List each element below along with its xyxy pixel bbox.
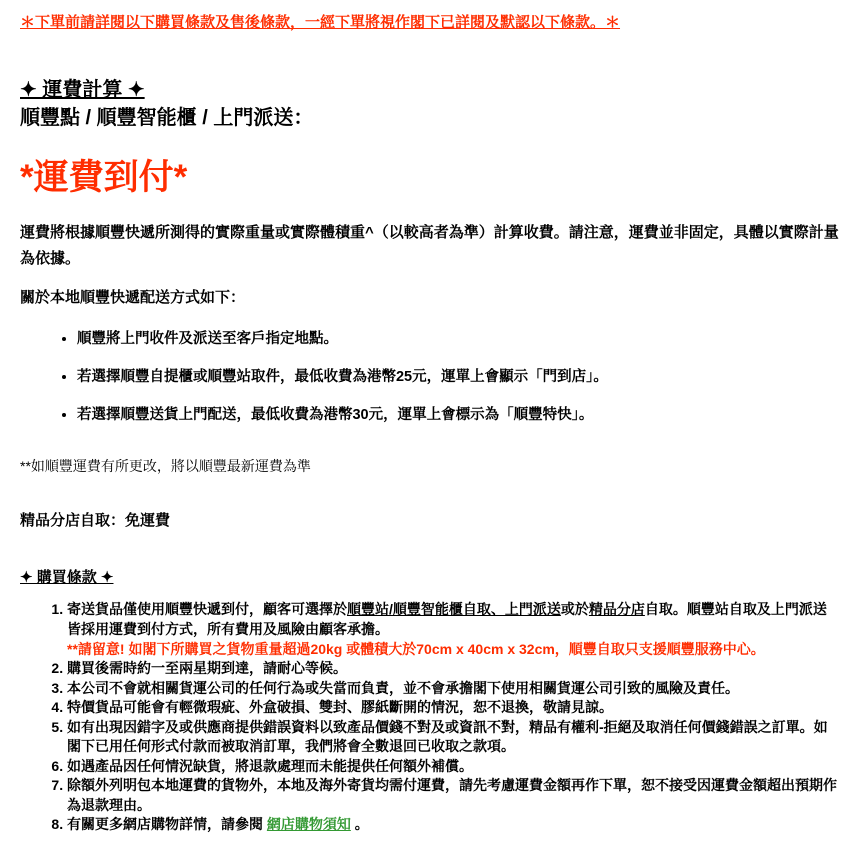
term-item-5: 5. 如有出現因錯字及或供應商提供錯誤資料以致產品價錢不對及或資訊不對，精品有權利-拒絕及取消任何價錢錯誤之訂單。如閣下已用任何形式付款而被取消訂單，我們將會全數退回已收取之款項。 <box>67 718 839 757</box>
delivery-bullet-locker: • 若選擇順豐自提櫃或順豐站取件，最低收費為港幣25元，運單上會顯示「門到店」。 <box>77 368 839 387</box>
term-item-8 <box>67 815 839 835</box>
freight-collect-headline: *運費到付* <box>20 158 188 197</box>
delivery-methods-list <box>20 330 839 425</box>
term-1-text: 寄送貨品僅使用順豐快遞到付，顧客可選擇於 <box>67 601 347 617</box>
delivery-bullet-pickup: • 順豐將上門收件及派送至客戶指定地點。 <box>77 330 839 349</box>
delivery-methods-subtitle: 順豐點 / 順豐智能櫃 / 上門派送： <box>20 107 314 129</box>
term-1-size-weight-warning: **請留意! 如閣下所購買之貨物重量超過20kg 或體積大於70cm x 40cm x 32cm，順豐自取只支援順豐服務中心。 <box>67 641 765 657</box>
pre-order-notice: ＊下單前請詳閱以下購買條款及售後條款，一經下單將視作閣下已詳閱及默認以下條款。＊ <box>20 14 621 31</box>
term-1-text: 自取。順豐站自取及上門派送皆採用運費到付方式，所有費用及風險由顧客承擔。 <box>67 601 827 637</box>
purchase-terms-title: ✦ 購買條款 ✦ <box>20 569 114 586</box>
term-8-text: 有關更多網店購物詳情，請參閱 <box>67 816 267 832</box>
delivery-bullet-door: • 若選擇順豐送貨上門配送，最低收費為港幣30元，運單上會標示為「順豐特快」。 <box>77 406 839 425</box>
store-shopping-guide-link[interactable]: 網店購物須知 <box>266 816 351 832</box>
term-item-6: 6. 如遇產品因任何情況缺貨，將退款處理而未能提供任何額外補償。 <box>67 757 839 777</box>
term-item-3: 3. 本公司不會就相關貨運公司的任何行為或失當而負責，並不會承擔閣下使用相關貨運公司引致的風險及責任。 <box>67 679 839 699</box>
freight-change-note: **如順豐運費有所更改，將以順豐最新運費為準 <box>20 458 311 474</box>
shipping-calc-title: ✦ 運費計算 ✦ <box>20 79 145 101</box>
term-item-2: 2. 購買後需時約一至兩星期到達，請耐心等候。 <box>67 659 839 679</box>
purchase-terms-list <box>20 600 839 835</box>
term-1-underline-pickup-options: 順豐站/順豐智能櫃自取、上門派送 <box>347 601 561 617</box>
shipping-intro-paragraph: 運費將根據順豐快遞所測得的實際重量或實際體積重^（以較高者為準）計算收費。請注意，運費並非固定，具體以實際計量為依據。 <box>20 224 839 267</box>
delivery-methods-lead: 關於本地順豐快遞配送方式如下： <box>20 289 246 306</box>
term-1-text: 或於 <box>560 601 589 617</box>
term-item-4: 4. 特價貨品可能會有輕微瑕疵、外盒破損、雙封、膠紙斷開的情況，恕不退換，敬請見諒。 <box>67 698 839 718</box>
term-8-text: 。 <box>350 816 369 832</box>
term-1-underline-store: 精品分店 <box>588 601 645 617</box>
term-item-7: 7. 除額外列明包本地運費的貨物外，本地及海外寄貨均需付運費，請先考慮運費金額再作下單，恕不接受因運費金額超出預期作為退款理由。 <box>67 776 839 815</box>
term-item-1 <box>67 600 839 659</box>
store-pickup-free: 精品分店自取：免運費 <box>20 512 171 529</box>
